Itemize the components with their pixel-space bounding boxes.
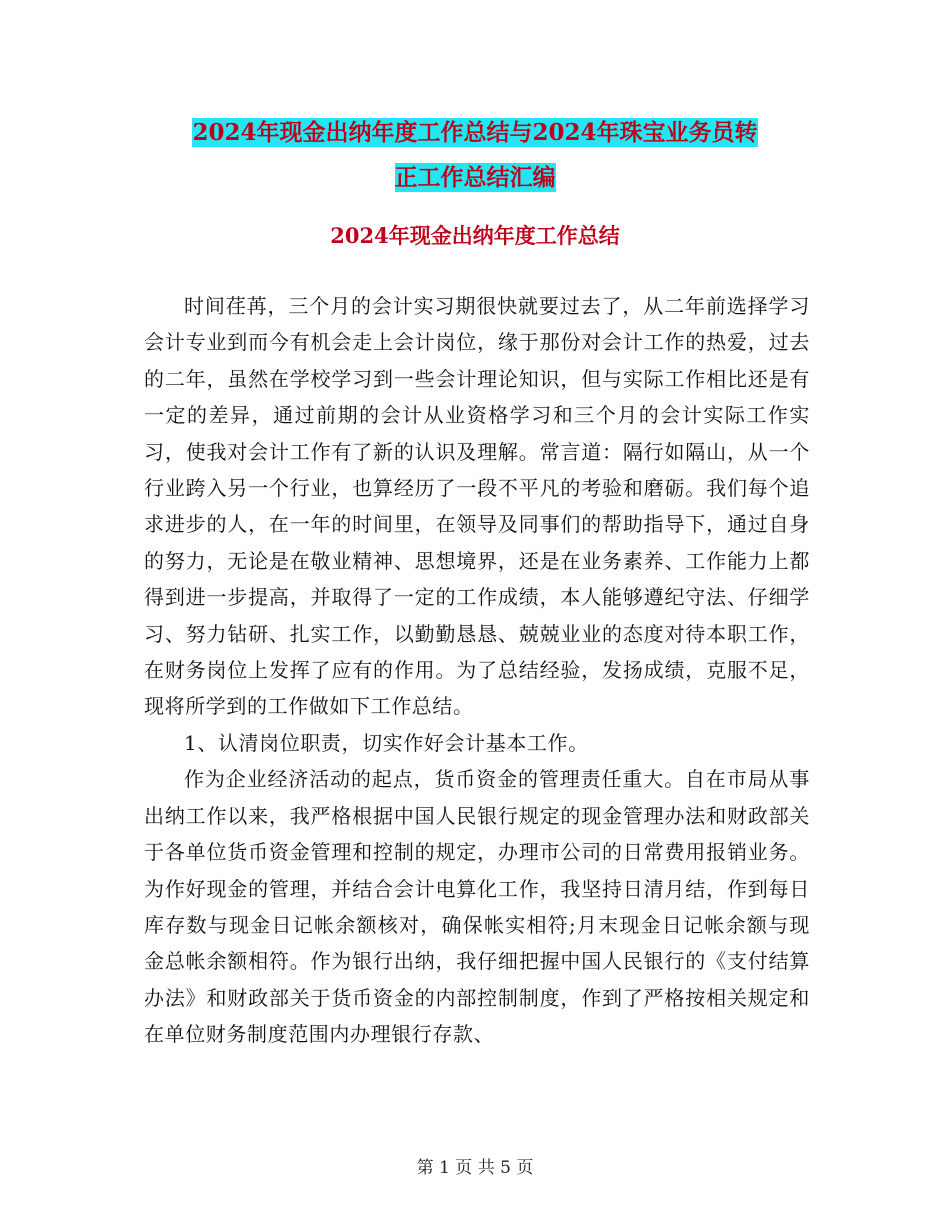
title-line-1: 2024年现金出纳年度工作总结与2024年珠宝业务员转: [192, 119, 758, 146]
document-title: [0, 110, 950, 200]
page-footer: 第 1 页 共 5 页: [416, 1158, 534, 1178]
body-text: [144, 288, 810, 1053]
paragraph-intro: 时间荏苒，三个月的会计实习期很快就要过去了，从二年前选择学习会计专业到而今有机会走上会计岗位，缘于那份对会计工作的热爱，过去的二年，虽然在学校学习到一些会计理论知识，但与实际工作相比还是有一定的差异，通过前期的会计从业资格学习和三个月的会计实际工作实习，使我对会计工作有了新的认识及理解。常言道：隔行如隔山，从一个行业跨入另一个行业，也算经历了一段不平凡的考验和磨砺。我们每个追求进步的人，在一年的时间里，在领导及同事们的帮助指导下，通过自身的努力，无论是在敬业精神、思想境界，还是在业务素养、工作能力上都得到进一步提高，并取得了一定的工作成绩，本人能够遵纪守法、仔细学习、努力钻研、扎实工作，以勤勤恳恳、兢兢业业的态度对待本职工作，在财务岗位上发挥了应有的作用。为了总结经验，发扬成绩，克服不足，现将所学到的工作做如下工作总结。: [144, 294, 810, 719]
section-title: 2024年现金出纳年度工作总结: [330, 223, 620, 248]
paragraph-cash-management: 作为企业经济活动的起点，货币资金的管理责任重大。自在市局从事出纳工作以来，我严格根据中国人民银行规定的现金管理办法和财政部关于各单位货币资金管理和控制的规定，办理市公司的日常费用报销业务。为作好现金的管理，并结合会计电算化工作，我坚持日清月结，作到每日库存数与现金日记帐余额核对，确保帐实相符;月末现金日记帐余额与现金总帐余额相符。作为银行出纳，我仔细把握中国人民银行的《支付结算办法》和财政部关于货币资金的内部控制制度，作到了严格按相关规定和在单位财务制度范围内办理银行存款、: [144, 767, 810, 1047]
title-line-2: 正工作总结汇编: [394, 164, 556, 191]
paragraph-heading-1: 1、认清岗位职责，切实作好会计基本工作。: [184, 730, 589, 755]
